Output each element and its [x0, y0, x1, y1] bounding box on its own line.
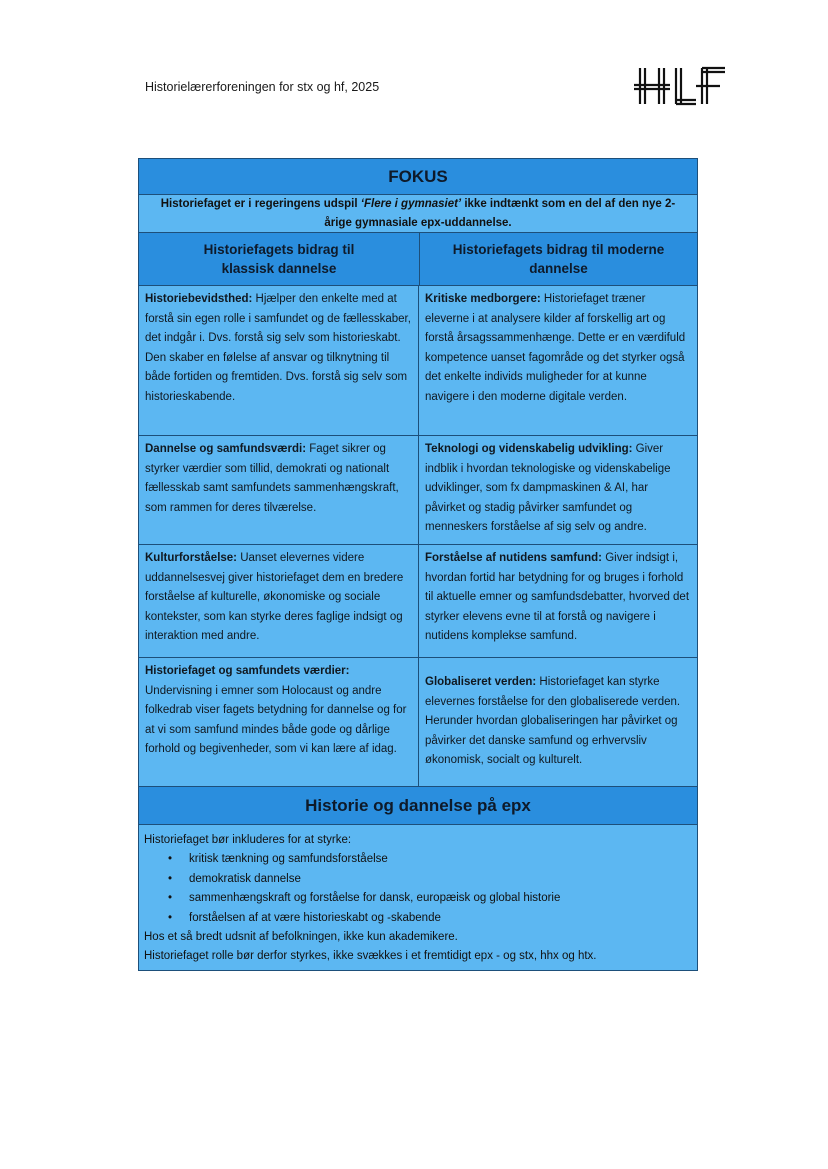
left-column-header: Historiefagets bidrag til klassisk dannelse [139, 233, 420, 285]
bullet-icon: • [168, 892, 173, 905]
epx-line-2: Historiefaget rolle bør derfor styrkes, ikke svækkes i et fremtidigt epx - og stx, hhx og htx. [144, 950, 597, 963]
cell-nutidens-samfund: Forståelse af nutidens samfund: Giver indsigt i, hvordan fortid har betydning for og bruges i forhold til aktuelle emner og samfundsdebatter, hvorved det styrker elevens evne til at forstå og navigere i nutidens komplekse samfund. [419, 545, 697, 657]
page-header [145, 74, 745, 114]
fokus-title: FOKUS [139, 159, 697, 194]
list-item: • demokratisk dannelse [176, 870, 692, 889]
epx-body [139, 825, 697, 970]
fokus-subtitle-emphasis: ‘Flere i gymnasiet’ [360, 197, 462, 210]
fokus-subtitle-pre: Historiefaget er i regeringens udspil [160, 197, 361, 210]
cell-dannelse-samfundsvaerdi: Dannelse og samfundsværdi: Faget sikrer og styrker værdier som tillid, demokrati og nationalt fællesskab samt samfundets sammenhængskraft, som rammen for deres tilværelse. [139, 436, 419, 544]
list-item: • sammenhængskraft og forståelse for dansk, europæisk og global historie [176, 889, 692, 908]
fokus-subtitle [139, 195, 697, 232]
cell-teknologi: Teknologi og videnskabelig udvikling: Giver indblik i hvordan teknologiske og videnskabelige udviklinger, som fx dampmaskinen & AI, har påvirket og stadig påvirker samfundet og menneskers forståelse af sig selv og andre. [419, 436, 697, 544]
cell-samfundets-vaerdier: Historiefaget og samfundets værdier: Undervisning i emner som Holocaust og andre folkedrab viser fagets betydning for dannelse og for at vi som samfund mindes både gode og dårlige forhold og begivenheder, som vi kan lære af idag. [139, 658, 419, 786]
bullet-icon: • [168, 853, 173, 866]
hlf-logo-icon [630, 64, 730, 108]
fokus-card [138, 158, 698, 971]
epx-line-1: Hos et så bredt udsnit af befolkningen, ikke kun akademikere. [144, 931, 458, 944]
bullet-icon: • [168, 872, 173, 885]
cell-kulturforstaaelse: Kulturforståelse: Uanset elevernes videre uddannelsesvej giver historiefaget dem en bredere forståelse af kulturelle, økonomiske og sociale kontekster, som kan styrke deres faglige indsigt og interaktion med andre. [139, 545, 419, 657]
epx-title: Historie og dannelse på epx [139, 787, 697, 824]
epx-intro: Historiefaget bør inkluderes for at styrke: [144, 834, 352, 846]
right-column-header: Historiefagets bidrag til moderne dannelse [420, 233, 697, 285]
list-item: • forståelsen af at være historieskabt og -skabende [176, 909, 692, 928]
cell-globaliseret-verden: Globaliseret verden: Historiefaget kan styrke elevernes forståelse for den globaliserede verden. Herunder hvordan globaliseringen har påvirket og påvirker det danske samfund og erhvervsliv økonomisk, socialt og kulturelt. [419, 658, 697, 786]
epx-bullet-list [144, 850, 692, 928]
bullet-icon: • [168, 911, 173, 924]
cell-historiebevidsthed: Historiebevidsthed: Hjælper den enkelte med at forstå sin egen rolle i samfundet og de fællesskaber, det indgår i. Dvs. forstå sig selv som historieskabt. Den skaber en følelse af ansvar og tilknytning til både fortiden og fremtiden. Dvs. forstå sig selv som historieskabende. [139, 286, 419, 435]
organization-name: Historielærerforeningen for stx og hf, 2025 [145, 80, 380, 94]
fokus-subtitle-post: ikke indtænkt som en del af den nye 2-årige gymnasiale epx-uddannelse. [324, 197, 676, 229]
cell-kritiske-medborgere: Kritiske medborgere: Historiefaget træner eleverne i at analysere kilder af forskellig art og forstå årsagssammenhænge. Dette er en værdifuld kompetence uanset fagområde og det styrker også det enkelte individs muligheder for at kunne navigere i den moderne digitale verden. [419, 286, 697, 435]
list-item: • kritisk tænkning og samfundsforståelse [176, 850, 692, 869]
